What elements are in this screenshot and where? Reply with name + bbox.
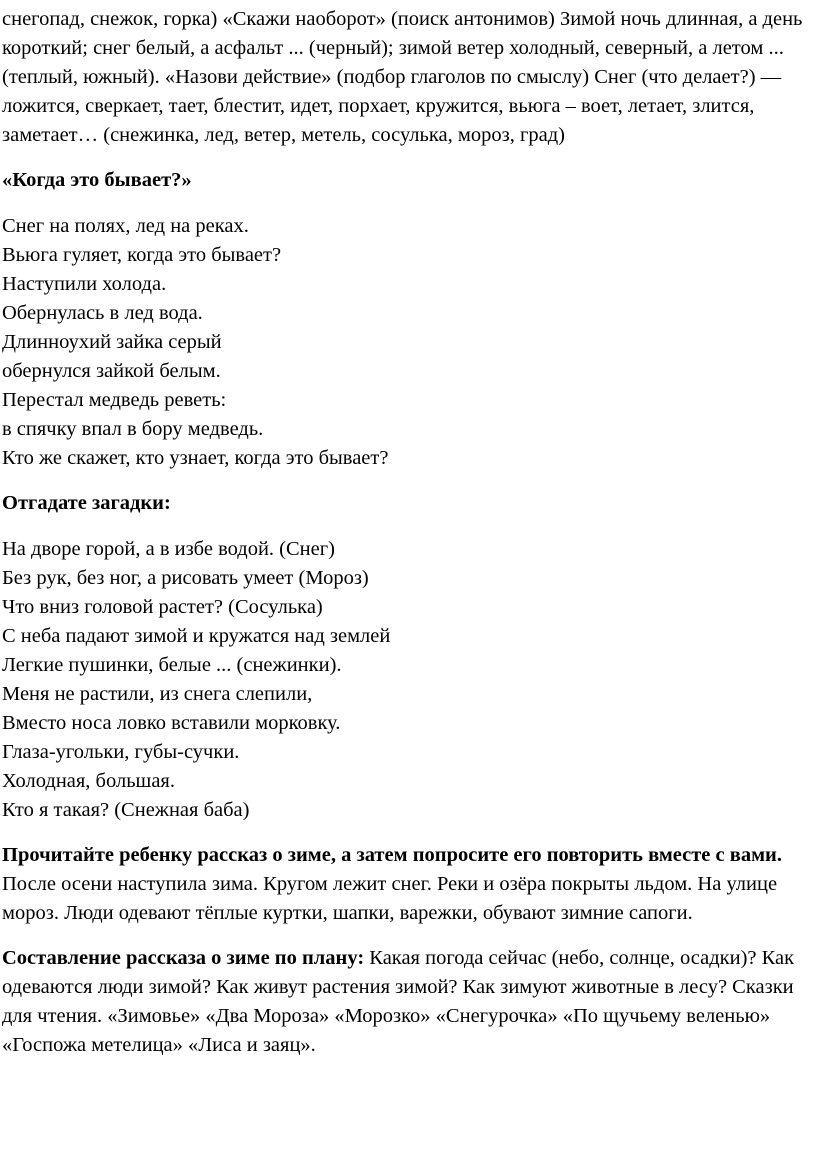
story-text: После осени наступила зима. Кругом лежит снег. Реки и озёра покрыты льдом. На улице мороз. Люди одевают тёплые куртки, шапки, варежки, обувают зимние сапоги. bbox=[2, 873, 778, 924]
riddle-line: Без рук, без ног, а рисовать умеет (Мороз) bbox=[2, 567, 369, 589]
poem-line: в спячку впал в бору медведь. bbox=[2, 418, 264, 440]
plan-instruction: Составление рассказа о зиме по плану: bbox=[2, 947, 365, 969]
poem-line: Снег на полях, лед на реках. bbox=[2, 215, 249, 237]
riddle-line: Кто я такая? (Снежная баба) bbox=[2, 799, 250, 821]
riddle-line: Легкие пушинки, белые ... (снежинки). bbox=[2, 654, 342, 676]
riddle-line: С неба падают зимой и кружатся над землей bbox=[2, 625, 391, 647]
poem-line: обернулся зайкой белым. bbox=[2, 360, 221, 382]
poem-line: Вьюга гуляет, когда это бывает? bbox=[2, 244, 282, 266]
riddle-line: Вместо носа ловко вставили морковку. bbox=[2, 712, 341, 734]
plan-paragraph bbox=[2, 944, 812, 1060]
poem-line: Наступили холода. bbox=[2, 273, 167, 295]
poem-when bbox=[2, 212, 812, 473]
section-heading-riddles: Отгадате загадки: bbox=[2, 492, 171, 514]
poem-line: Длинноухий зайка серый bbox=[2, 331, 222, 353]
riddle-line: Глаза-угольки, губы-сучки. bbox=[2, 741, 240, 763]
riddle-line: На дворе горой, а в избе водой. (Снег) bbox=[2, 538, 335, 560]
plan-text: Какая погода сейчас (небо, солнце, осадки)? Как одеваются люди зимой? Как живут растения зимой? Как зимуют животные в лесу? Сказки для чтения. «Зимовье» «Два Мороза» «Морозко» «Снегурочка» «По щучьему веленью» «Госпожа метелица» «Лиса и заяц». bbox=[2, 947, 795, 1056]
poem-line: Обернулась в лед вода. bbox=[2, 302, 203, 324]
intro-paragraph: снегопад, снежок, горка) «Скажи наоборот» (поиск антонимов) Зимой ночь длинная, а день короткий; снег белый, а асфальт ... (черный); зимой ветер холодный, северный, а летом ... (теплый, южный). «Назови действие» (подбор глаголов по смыслу) Снег (что делает?) — ложится, сверкает, тает, блестит, идет, порхает, кружится, вьюга – воет, летает, злится, заметает… (снежинка, лед, ветер, метель, сосулька, мороз, град) bbox=[2, 8, 803, 146]
riddle-line: Что вниз головой растет? (Сосулька) bbox=[2, 596, 323, 618]
riddle-line: Холодная, большая. bbox=[2, 770, 175, 792]
story-paragraph bbox=[2, 841, 812, 928]
poem-line: Кто же скажет, кто узнает, когда это бывает? bbox=[2, 447, 389, 469]
document-page bbox=[0, 5, 816, 1060]
section-heading-when: «Когда это бывает?» bbox=[2, 169, 192, 191]
story-instruction: Прочитайте ребенку рассказ о зиме, а затем попросите его повторить вместе с вами. bbox=[2, 844, 782, 866]
riddle-line: Меня не растили, из снега слепили, bbox=[2, 683, 313, 705]
riddles-list bbox=[2, 535, 812, 825]
poem-line: Перестал медведь реветь: bbox=[2, 389, 227, 411]
